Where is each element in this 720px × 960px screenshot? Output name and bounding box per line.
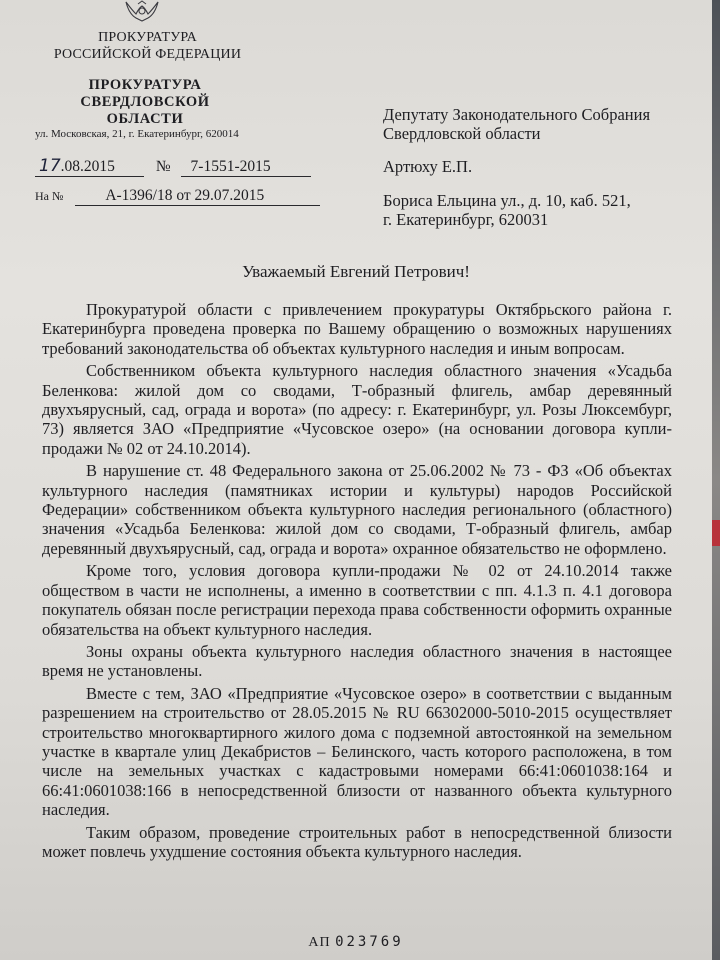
reference-registration: [35, 187, 320, 206]
form-serial-number: [0, 934, 712, 951]
outgoing-number-sign: №: [155, 158, 171, 175]
recipient-line-2: Свердловской области: [383, 124, 541, 143]
office-header: [40, 77, 250, 128]
recipient-address-line-2: г. Екатеринбург, 620031: [383, 210, 549, 229]
double-headed-eagle-emblem: [122, 0, 162, 22]
office-line-2: СВЕРДЛОВСКОЙ ОБЛАСТИ: [80, 94, 210, 127]
paragraph-1: Прокуратурой области с привлечением прокуратуры Октябрьского района г. Екатеринбурга проведена проверка по Вашему обращению о возможных нарушениях требований законодательства об объектах культурного наследия и иным вопросам.: [42, 300, 672, 358]
paragraph-2: Собственником объекта культурного наследия областного значения «Усадьба Беленкова: жилой дом со сводами, Т-образный флигель, амбар деревянный двухъярусный, сад, ограда и ворота» (по адресу: г. Екатеринбург, ул. Розы Люксембург, 73) является ЗАО «Предприятие «Чусовское озеро» (на основании договора купли-продажи № 02 от 24.10.2014).: [42, 361, 672, 458]
outgoing-date-rest: .08.2015: [60, 158, 115, 175]
agency-line-2: РОССИЙСКОЙ ФЕДЕРАЦИИ: [53, 47, 242, 62]
paragraph-3: В нарушение ст. 48 Федерального закона от 25.06.2002 № 73 - ФЗ «Об объектах культурного наследия (памятниках истории и культуры) народов Российской Федерации» собственником объекта культурного наследия регионального (областного) значения «Усадьба Беленкова: жилой дом со сводами, Т-образный флигель, амбар деревянный двухъярусный, сад, ограда и ворота» охранное обязательство не оформлено.: [42, 461, 672, 558]
reference-label: На №: [35, 189, 64, 203]
background-edge: [712, 0, 720, 960]
serial-series: АП: [308, 935, 331, 950]
handwritten-day: 17: [39, 156, 61, 176]
recipient-line-1: Депутату Законодательного Собрания: [383, 105, 651, 124]
paragraph-7: Таким образом, проведение строительных работ в непосредственной близости может повлечь ухудшение состояния объекта культурного наследия.: [42, 822, 672, 861]
recipient-block: [383, 105, 650, 229]
outgoing-registration: [35, 156, 311, 177]
agency-header: [50, 29, 245, 63]
paragraph-4: Кроме того, условия договора купли-продажи № 02 от 24.10.2014 также обществом в части не исполнены, а именно в соответствии с пп. 4.1.3 п. 4.1 договора покупатель обязан после регистрации перехода права собственности оформить охранные обязательства на объект культурного наследия.: [42, 561, 672, 639]
agency-line-1: ПРОКУРАТУРА: [98, 30, 197, 45]
recipient-name: Артюху Е.П.: [383, 157, 473, 176]
serial-number: 023769: [335, 934, 404, 950]
outgoing-date: [35, 156, 144, 177]
background-object: [712, 520, 720, 546]
outgoing-number: 7-1551-2015: [181, 158, 311, 177]
office-line-1: ПРОКУРАТУРА: [88, 77, 202, 93]
office-address: ул. Московская, 21, г. Екатеринбург, 620014: [35, 128, 239, 140]
paragraph-6: Вместе с тем, ЗАО «Предприятие «Чусовское озеро» в соответствии с выданным разрешением на строительство от 28.05.2015 № RU 66302000-5010-2015 осуществляет строительство многоквартирного жилого дома с подземной автостоянкой на земельном участке в квартале улиц Декабристов – Белинского, часть которого расположена, в том числе на земельных участках с кадастровыми номерами 66:41:0601038:164 и 66:41:0601038:166 в непосредственной близости от названного объекта культурного наследия.: [42, 683, 672, 820]
paragraph-5: Зоны охраны объекта культурного наследия областного значения в настоящее время не установлены.: [42, 641, 672, 681]
reference-value: А-1396/18 от 29.07.2015: [75, 187, 320, 206]
recipient-address-line-1: Бориса Ельцина ул., д. 10, каб. 521,: [383, 191, 631, 210]
letter-body: [42, 300, 672, 864]
greeting: Уважаемый Евгений Петрович!: [242, 262, 470, 281]
